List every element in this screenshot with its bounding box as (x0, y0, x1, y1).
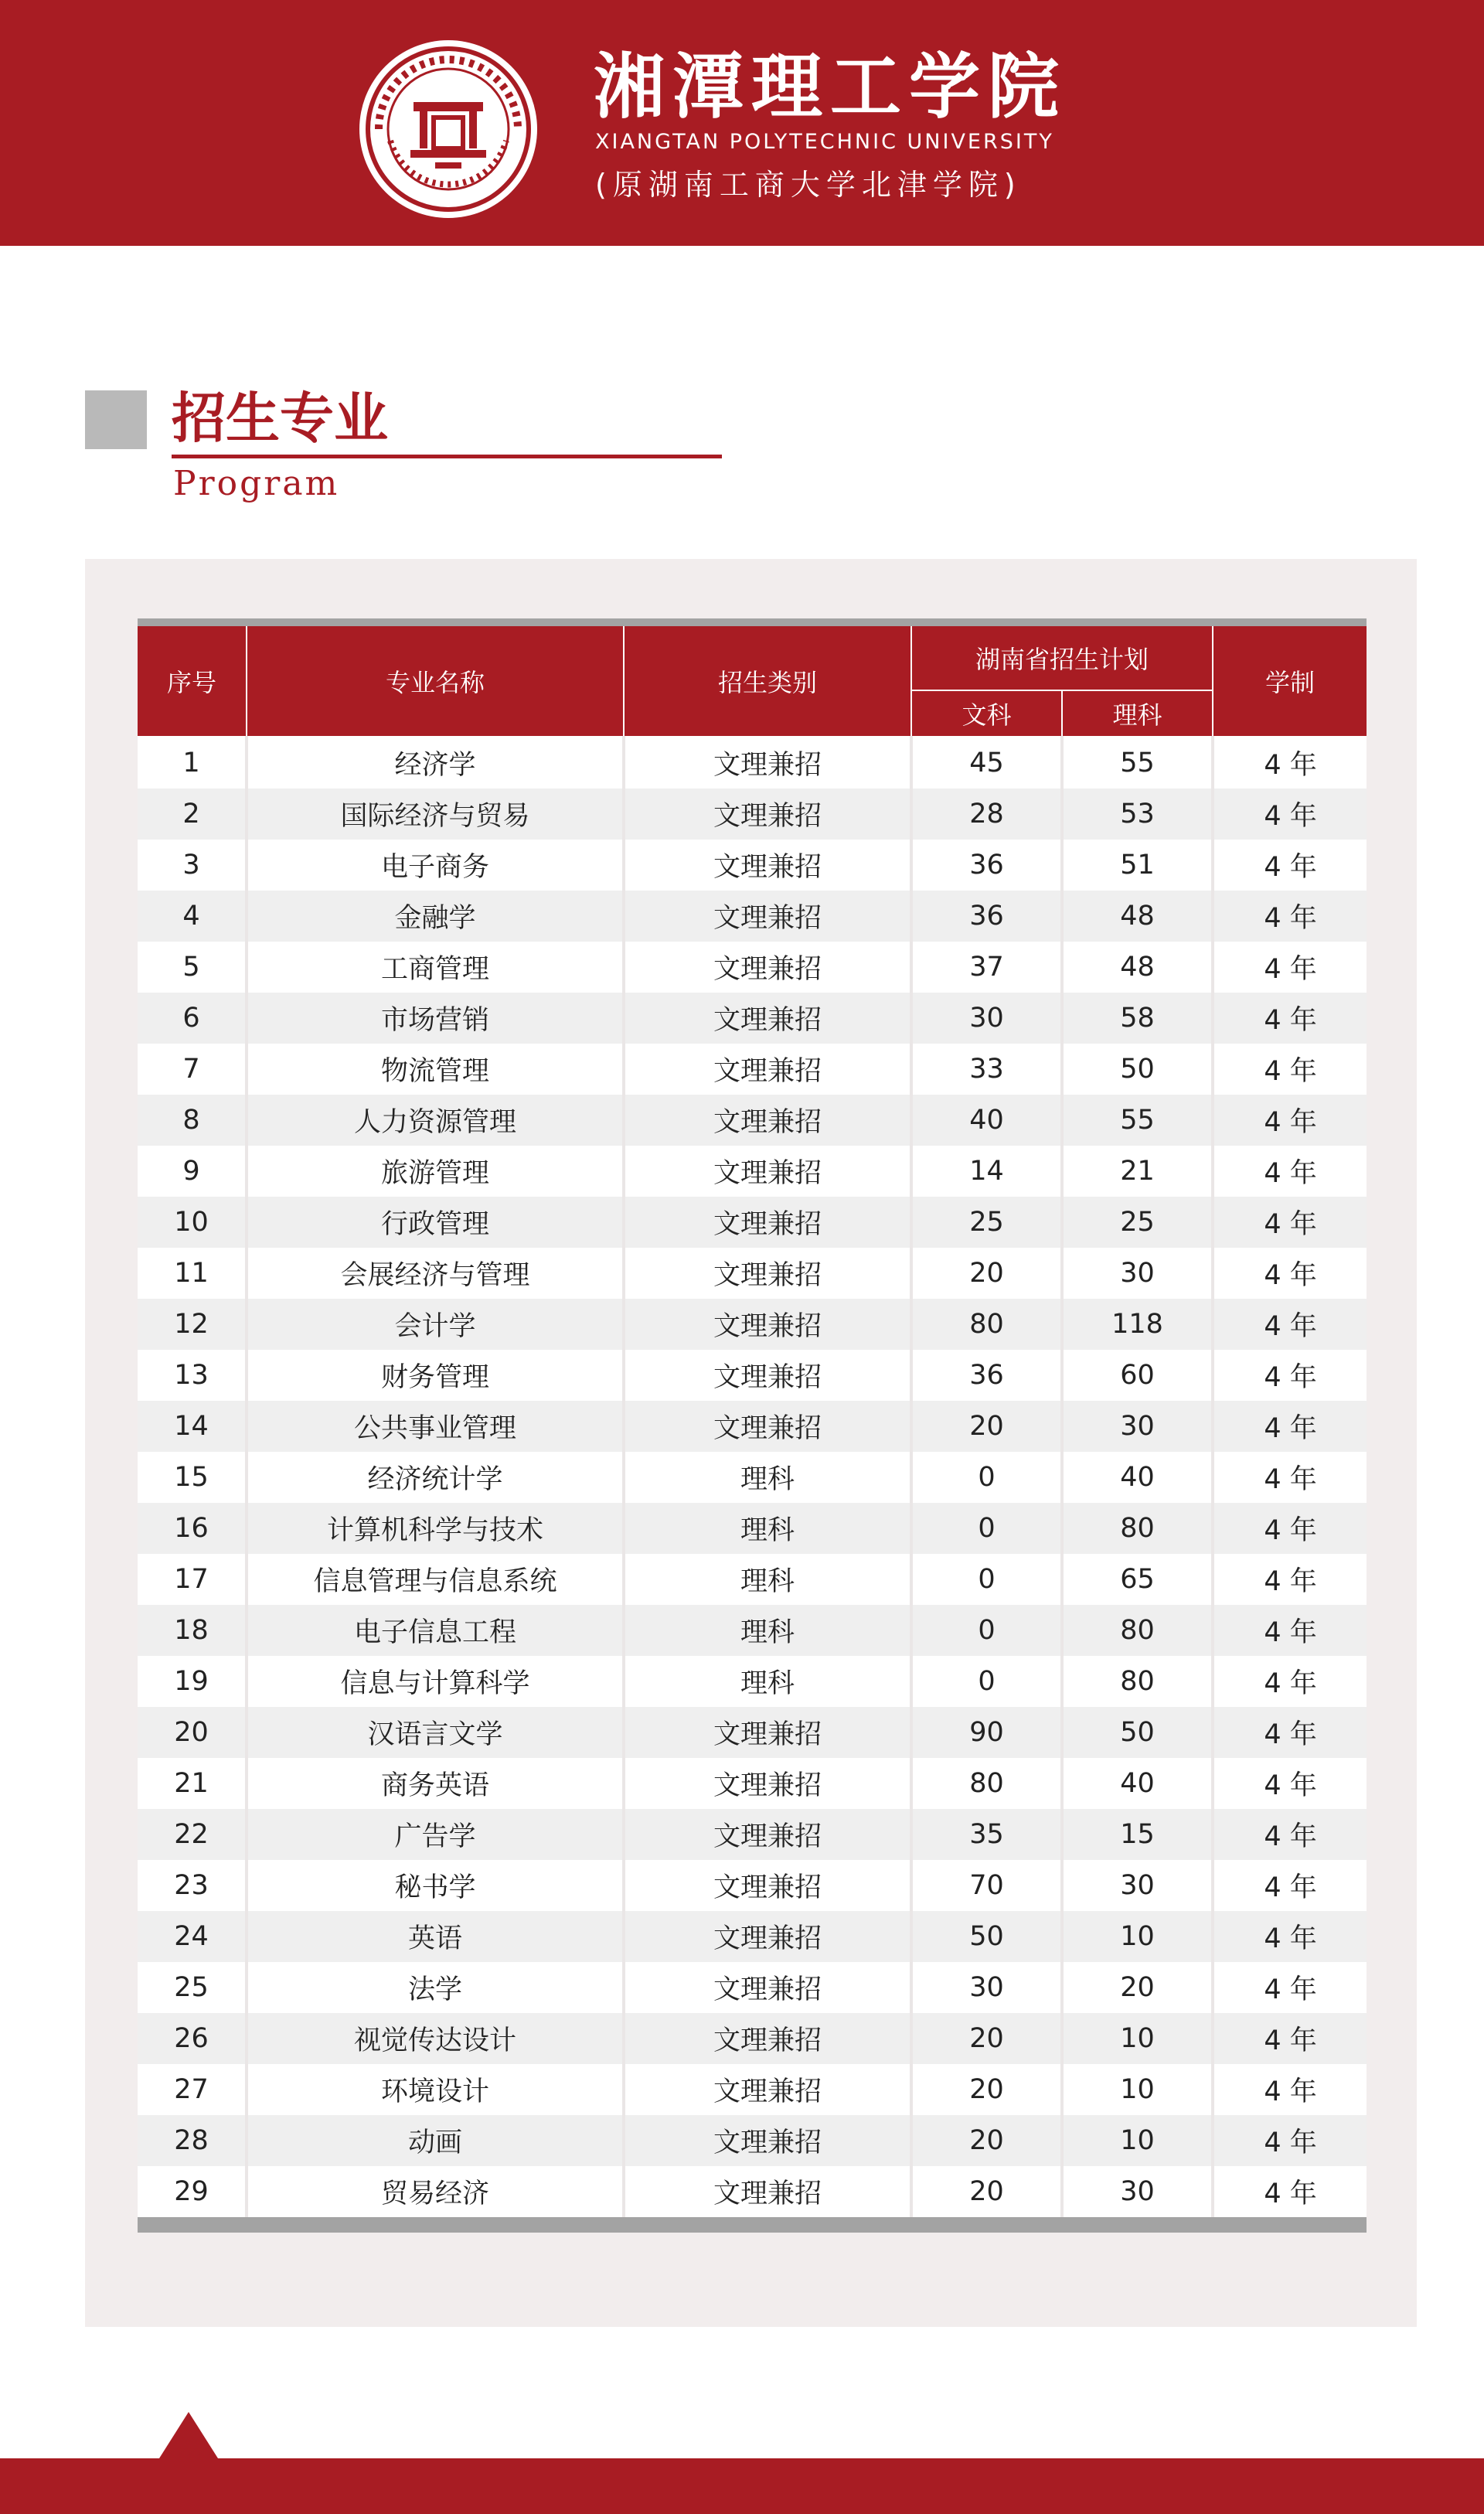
cell-science-quota: 30 (1062, 1860, 1213, 1911)
table-row (138, 2013, 1367, 2064)
seal-emblem-icon (359, 40, 537, 218)
cell-science-quota: 30 (1062, 1248, 1213, 1299)
table-top-bar (138, 618, 1367, 626)
cell-index: 26 (138, 2013, 247, 2064)
cell-duration: 4 年 (1213, 2064, 1367, 2115)
cell-science-quota: 30 (1062, 1401, 1213, 1452)
cell-major: 人力资源管理 (247, 1095, 624, 1146)
cell-category: 文理兼招 (624, 1911, 911, 1962)
cell-science-quota: 53 (1062, 789, 1213, 840)
header-science: 理科 (1062, 690, 1213, 737)
cell-arts-quota: 40 (911, 1095, 1062, 1146)
table-row (138, 2115, 1367, 2166)
table-row (138, 1707, 1367, 1758)
cell-duration: 4 年 (1213, 1911, 1367, 1962)
cell-major: 动画 (247, 2115, 624, 2166)
cell-index: 9 (138, 1146, 247, 1197)
cell-major: 视觉传达设计 (247, 2013, 624, 2064)
table-row (138, 993, 1367, 1044)
table-row (138, 2166, 1367, 2217)
cell-category: 文理兼招 (624, 942, 911, 993)
cell-index: 24 (138, 1911, 247, 1962)
cell-arts-quota: 70 (911, 1860, 1062, 1911)
cell-index: 19 (138, 1656, 247, 1707)
cell-science-quota: 10 (1062, 2064, 1213, 2115)
cell-science-quota: 58 (1062, 993, 1213, 1044)
cell-index: 17 (138, 1554, 247, 1605)
cell-index: 2 (138, 789, 247, 840)
cell-major: 会计学 (247, 1299, 624, 1350)
cell-category: 文理兼招 (624, 1962, 911, 2013)
table-row (138, 1095, 1367, 1146)
cell-duration: 4 年 (1213, 891, 1367, 942)
cell-duration: 4 年 (1213, 1350, 1367, 1401)
cell-science-quota: 10 (1062, 2115, 1213, 2166)
cell-duration: 4 年 (1213, 737, 1367, 789)
cell-major: 环境设计 (247, 2064, 624, 2115)
cell-duration: 4 年 (1213, 1758, 1367, 1809)
cell-category: 文理兼招 (624, 1095, 911, 1146)
cell-duration: 4 年 (1213, 1962, 1367, 2013)
table-bottom-bar (138, 2217, 1367, 2233)
cell-category: 理科 (624, 1503, 911, 1554)
footer-bar (0, 2458, 1484, 2514)
cell-arts-quota: 0 (911, 1605, 1062, 1656)
table-row (138, 1503, 1367, 1554)
section-marker (85, 390, 147, 449)
cell-arts-quota: 36 (911, 1350, 1062, 1401)
cell-index: 21 (138, 1758, 247, 1809)
cell-duration: 4 年 (1213, 1860, 1367, 1911)
program-table-wrapper (138, 618, 1367, 2233)
cell-index: 29 (138, 2166, 247, 2217)
cell-major: 会展经济与管理 (247, 1248, 624, 1299)
cell-major: 物流管理 (247, 1044, 624, 1095)
cell-category: 文理兼招 (624, 737, 911, 789)
cell-index: 27 (138, 2064, 247, 2115)
cell-arts-quota: 50 (911, 1911, 1062, 1962)
cell-index: 3 (138, 840, 247, 891)
cell-science-quota: 30 (1062, 2166, 1213, 2217)
cell-major: 信息管理与信息系统 (247, 1554, 624, 1605)
cell-category: 理科 (624, 1554, 911, 1605)
cell-arts-quota: 36 (911, 840, 1062, 891)
table-row (138, 1401, 1367, 1452)
cell-arts-quota: 45 (911, 737, 1062, 789)
cell-index: 18 (138, 1605, 247, 1656)
cell-arts-quota: 90 (911, 1707, 1062, 1758)
table-row (138, 1044, 1367, 1095)
cell-category: 文理兼招 (624, 1758, 911, 1809)
cell-major: 电子商务 (247, 840, 624, 891)
cell-category: 文理兼招 (624, 891, 911, 942)
cell-arts-quota: 20 (911, 2115, 1062, 2166)
cell-category: 理科 (624, 1605, 911, 1656)
cell-duration: 4 年 (1213, 1656, 1367, 1707)
section-subtitle: Program (173, 464, 340, 503)
cell-duration: 4 年 (1213, 2166, 1367, 2217)
cell-science-quota: 10 (1062, 2013, 1213, 2064)
header-major: 专业名称 (247, 626, 624, 737)
cell-arts-quota: 25 (911, 1197, 1062, 1248)
cell-science-quota: 50 (1062, 1044, 1213, 1095)
table-row (138, 1197, 1367, 1248)
cell-major: 秘书学 (247, 1860, 624, 1911)
cell-index: 5 (138, 942, 247, 993)
cell-science-quota: 55 (1062, 1095, 1213, 1146)
table-row (138, 1860, 1367, 1911)
cell-category: 文理兼招 (624, 2166, 911, 2217)
cell-science-quota: 60 (1062, 1350, 1213, 1401)
cell-duration: 4 年 (1213, 993, 1367, 1044)
table-row (138, 1299, 1367, 1350)
cell-arts-quota: 0 (911, 1503, 1062, 1554)
section-underline (172, 455, 722, 458)
cell-major: 国际经济与贸易 (247, 789, 624, 840)
table-row (138, 1452, 1367, 1503)
header-index: 序号 (138, 626, 247, 737)
cell-duration: 4 年 (1213, 1401, 1367, 1452)
cell-science-quota: 15 (1062, 1809, 1213, 1860)
university-seal-logo (359, 40, 537, 218)
header-plan-group: 湖南省招生计划 (911, 626, 1213, 690)
cell-science-quota: 40 (1062, 1452, 1213, 1503)
cell-arts-quota: 37 (911, 942, 1062, 993)
cell-duration: 4 年 (1213, 789, 1367, 840)
table-row (138, 1554, 1367, 1605)
cell-category: 文理兼招 (624, 1248, 911, 1299)
former-name: (原湖南工商大学北津学院) (595, 168, 1022, 202)
cell-science-quota: 21 (1062, 1146, 1213, 1197)
cell-science-quota: 48 (1062, 942, 1213, 993)
cell-science-quota: 55 (1062, 737, 1213, 789)
header-category: 招生类别 (624, 626, 911, 737)
cell-arts-quota: 36 (911, 891, 1062, 942)
cell-science-quota: 118 (1062, 1299, 1213, 1350)
cell-duration: 4 年 (1213, 942, 1367, 993)
cell-duration: 4 年 (1213, 1197, 1367, 1248)
table-row (138, 789, 1367, 840)
cell-duration: 4 年 (1213, 1044, 1367, 1095)
cell-arts-quota: 20 (911, 2166, 1062, 2217)
cell-major: 金融学 (247, 891, 624, 942)
cell-science-quota: 50 (1062, 1707, 1213, 1758)
table-row (138, 1758, 1367, 1809)
table-row (138, 1146, 1367, 1197)
university-name-cn: 湘潭理工学院 (594, 46, 1067, 128)
cell-duration: 4 年 (1213, 1707, 1367, 1758)
table-row (138, 1605, 1367, 1656)
table-row (138, 1962, 1367, 2013)
cell-major: 英语 (247, 1911, 624, 1962)
cell-index: 20 (138, 1707, 247, 1758)
cell-major: 计算机科学与技术 (247, 1503, 624, 1554)
cell-category: 文理兼招 (624, 840, 911, 891)
cell-major: 经济学 (247, 737, 624, 789)
cell-science-quota: 80 (1062, 1656, 1213, 1707)
cell-index: 1 (138, 737, 247, 789)
cell-arts-quota: 80 (911, 1758, 1062, 1809)
table-row (138, 840, 1367, 891)
table-row (138, 891, 1367, 942)
cell-major: 经济统计学 (247, 1452, 624, 1503)
cell-science-quota: 48 (1062, 891, 1213, 942)
cell-category: 文理兼招 (624, 1860, 911, 1911)
cell-index: 4 (138, 891, 247, 942)
cell-category: 文理兼招 (624, 2064, 911, 2115)
cell-index: 8 (138, 1095, 247, 1146)
cell-arts-quota: 20 (911, 1248, 1062, 1299)
program-table (138, 626, 1367, 2217)
cell-category: 文理兼招 (624, 993, 911, 1044)
cell-science-quota: 65 (1062, 1554, 1213, 1605)
cell-index: 13 (138, 1350, 247, 1401)
cell-duration: 4 年 (1213, 1452, 1367, 1503)
cell-major: 汉语言文学 (247, 1707, 624, 1758)
cell-category: 文理兼招 (624, 1299, 911, 1350)
cell-duration: 4 年 (1213, 1248, 1367, 1299)
cell-major: 贸易经济 (247, 2166, 624, 2217)
cell-index: 25 (138, 1962, 247, 2013)
footer-triangle (159, 2412, 218, 2458)
table-row (138, 942, 1367, 993)
cell-duration: 4 年 (1213, 1095, 1367, 1146)
cell-duration: 4 年 (1213, 840, 1367, 891)
cell-category: 文理兼招 (624, 1707, 911, 1758)
cell-arts-quota: 30 (911, 1962, 1062, 2013)
cell-major: 法学 (247, 1962, 624, 2013)
university-name-en: XIANGTAN POLYTECHNIC UNIVERSITY (595, 130, 1054, 154)
cell-duration: 4 年 (1213, 2013, 1367, 2064)
cell-arts-quota: 20 (911, 2013, 1062, 2064)
table-row (138, 737, 1367, 789)
cell-index: 11 (138, 1248, 247, 1299)
cell-duration: 4 年 (1213, 1146, 1367, 1197)
cell-category: 文理兼招 (624, 1197, 911, 1248)
cell-major: 电子信息工程 (247, 1605, 624, 1656)
cell-major: 市场营销 (247, 993, 624, 1044)
cell-arts-quota: 80 (911, 1299, 1062, 1350)
cell-arts-quota: 28 (911, 789, 1062, 840)
cell-arts-quota: 30 (911, 993, 1062, 1044)
cell-arts-quota: 0 (911, 1452, 1062, 1503)
cell-arts-quota: 20 (911, 2064, 1062, 2115)
table-row (138, 2064, 1367, 2115)
cell-arts-quota: 33 (911, 1044, 1062, 1095)
table-body (138, 737, 1367, 2217)
cell-category: 文理兼招 (624, 1146, 911, 1197)
cell-major: 工商管理 (247, 942, 624, 993)
cell-science-quota: 25 (1062, 1197, 1213, 1248)
cell-science-quota: 80 (1062, 1605, 1213, 1656)
table-row (138, 1656, 1367, 1707)
cell-category: 文理兼招 (624, 789, 911, 840)
cell-category: 文理兼招 (624, 1401, 911, 1452)
cell-index: 16 (138, 1503, 247, 1554)
cell-duration: 4 年 (1213, 1809, 1367, 1860)
cell-category: 文理兼招 (624, 1809, 911, 1860)
cell-major: 行政管理 (247, 1197, 624, 1248)
cell-arts-quota: 20 (911, 1401, 1062, 1452)
cell-duration: 4 年 (1213, 1503, 1367, 1554)
cell-category: 文理兼招 (624, 1044, 911, 1095)
cell-arts-quota: 0 (911, 1656, 1062, 1707)
cell-science-quota: 20 (1062, 1962, 1213, 2013)
cell-index: 28 (138, 2115, 247, 2166)
cell-major: 商务英语 (247, 1758, 624, 1809)
header-arts: 文科 (911, 690, 1062, 737)
cell-duration: 4 年 (1213, 1299, 1367, 1350)
cell-index: 22 (138, 1809, 247, 1860)
cell-duration: 4 年 (1213, 1605, 1367, 1656)
header-duration: 学制 (1213, 626, 1367, 737)
cell-index: 14 (138, 1401, 247, 1452)
cell-major: 公共事业管理 (247, 1401, 624, 1452)
cell-arts-quota: 35 (911, 1809, 1062, 1860)
cell-science-quota: 40 (1062, 1758, 1213, 1809)
cell-science-quota: 51 (1062, 840, 1213, 891)
cell-science-quota: 80 (1062, 1503, 1213, 1554)
cell-category: 理科 (624, 1656, 911, 1707)
table-row (138, 1911, 1367, 1962)
cell-index: 15 (138, 1452, 247, 1503)
cell-arts-quota: 0 (911, 1554, 1062, 1605)
cell-arts-quota: 14 (911, 1146, 1062, 1197)
cell-category: 理科 (624, 1452, 911, 1503)
cell-category: 文理兼招 (624, 2115, 911, 2166)
table-row (138, 1350, 1367, 1401)
cell-index: 10 (138, 1197, 247, 1248)
cell-category: 文理兼招 (624, 1350, 911, 1401)
header-banner (0, 0, 1484, 246)
cell-index: 6 (138, 993, 247, 1044)
cell-index: 23 (138, 1860, 247, 1911)
cell-major: 信息与计算科学 (247, 1656, 624, 1707)
cell-index: 7 (138, 1044, 247, 1095)
cell-index: 12 (138, 1299, 247, 1350)
table-row (138, 1248, 1367, 1299)
cell-science-quota: 10 (1062, 1911, 1213, 1962)
cell-major: 旅游管理 (247, 1146, 624, 1197)
cell-duration: 4 年 (1213, 1554, 1367, 1605)
cell-duration: 4 年 (1213, 2115, 1367, 2166)
table-row (138, 1809, 1367, 1860)
cell-major: 广告学 (247, 1809, 624, 1860)
cell-major: 财务管理 (247, 1350, 624, 1401)
cell-category: 文理兼招 (624, 2013, 911, 2064)
section-title: 招生专业 (172, 387, 388, 450)
